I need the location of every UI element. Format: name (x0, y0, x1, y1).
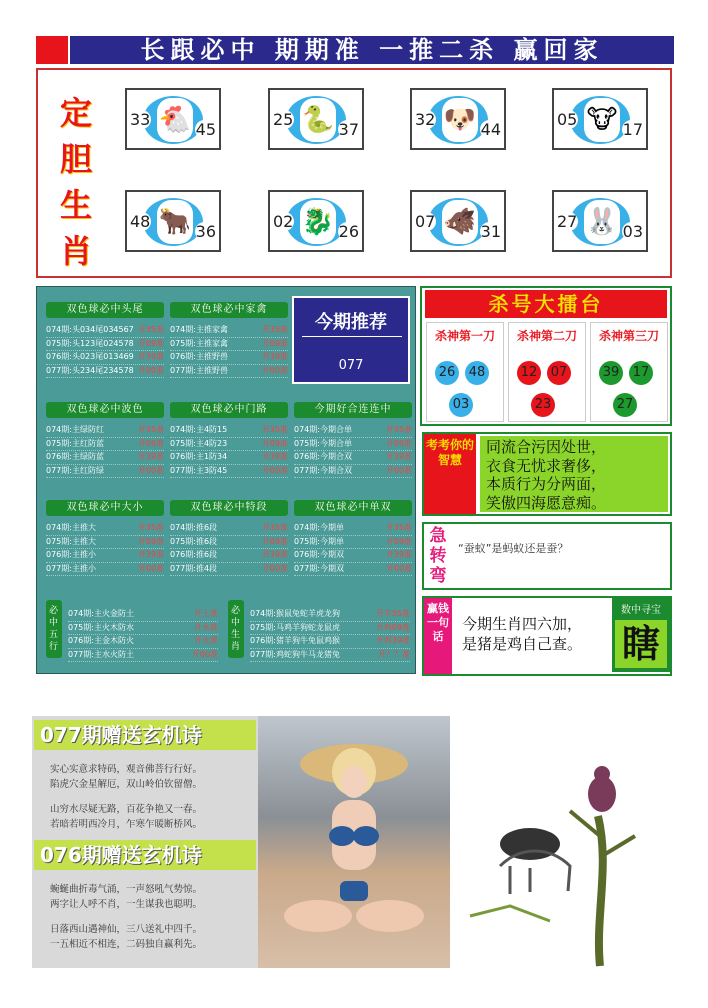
table-row (170, 365, 288, 379)
table-header: 今期好合连连中 (294, 402, 412, 418)
row-text: 075期:推6段 (170, 536, 218, 546)
table-row (170, 424, 288, 438)
table-row (68, 608, 218, 622)
row-result: 开39准 (261, 550, 288, 559)
rooster-icon: 🐔 (157, 98, 193, 142)
riddle-text: “蚕蚁”是蚂蚁还是蚕？ (458, 542, 569, 555)
person-photo-icon (258, 716, 450, 968)
riddle-label: 急转弯 (424, 524, 452, 588)
money-line: 今期生肖四六加， (462, 615, 583, 633)
treasure-box (612, 598, 670, 672)
row-text: 074期:今期单 (294, 523, 344, 532)
row-text: 077期:今期合双 (294, 465, 352, 475)
card-number: 37 (338, 120, 359, 139)
row-text: 075期:今期单 (294, 536, 344, 546)
table-row (170, 324, 288, 338)
poem-line: 实心实意求特码，观音佛菩行行好。 (50, 764, 203, 775)
table-row (68, 635, 218, 649)
zodiac-card (410, 190, 506, 252)
poem-line: 一五相近不相连，二码独自赢利先。 (50, 939, 203, 950)
row-text: 075期:主推家禽 (170, 338, 228, 348)
row-result: 开00准 (137, 465, 164, 475)
treasure-label: 数中寻宝 (621, 605, 661, 616)
table-row (250, 608, 410, 622)
prediction-table (46, 522, 164, 576)
row-text: 076期:主1防34 (170, 452, 228, 461)
table-row (294, 522, 412, 536)
row-text: 076期:今期合双 (294, 452, 352, 461)
snake-icon: 🐍 (300, 98, 336, 142)
dragon-icon: 🐉 (300, 200, 336, 244)
monkey-tree-painting-icon (450, 716, 672, 968)
wisdom-text (480, 436, 668, 512)
card-number: 02 (273, 212, 294, 231)
beach-photo (258, 716, 450, 968)
kill-column (590, 322, 668, 422)
table-row (250, 622, 410, 636)
table-header: 双色球必中大小 (46, 500, 164, 516)
row-result: 开羊35准 (375, 609, 410, 618)
card-number: 48 (130, 212, 151, 231)
number-ball: 17 (629, 361, 653, 385)
wuxing-block-label: 必中五行 (46, 600, 62, 658)
row-result: 开09准 (137, 536, 164, 546)
row-result: 开00准 (137, 563, 164, 573)
poem-line: 日落西山遇神仙，三八送礼中四千。 (50, 924, 203, 935)
zodiac-card (410, 88, 506, 150)
table-header: 双色球必中特段 (170, 500, 288, 516)
row-text: 077期:鸡蛇狗牛马龙猪兔 (250, 649, 340, 659)
poem-line: 若暗若明西冷月，乍寒乍暖断桥风。 (50, 819, 203, 830)
prediction-table (294, 522, 412, 576)
wuxing-block (68, 608, 218, 662)
table-row (170, 351, 288, 365)
row-result: 开00准 (137, 365, 164, 375)
table-row (46, 365, 164, 379)
table-row (46, 522, 164, 536)
recommend-divider (302, 336, 402, 337)
card-number: 05 (557, 110, 578, 129)
dog-icon: 🐶 (442, 98, 478, 142)
card-number: 33 (130, 110, 151, 129)
kill-column-title: 杀神第二刀 (516, 329, 577, 343)
money-line: 是猪是鸡自己查。 (462, 635, 583, 653)
table-row (170, 465, 288, 479)
cow-icon: 🐮 (584, 98, 620, 142)
row-text: 077期:推4段 (170, 563, 218, 573)
row-result: 开00准 (385, 465, 412, 475)
row-result: 开09准 (137, 338, 164, 348)
number-ball: 07 (547, 361, 571, 385)
table-row (46, 549, 164, 563)
table-row (294, 424, 412, 438)
row-text: 077期:主推野兽 (170, 365, 228, 375)
kill-column (426, 322, 504, 422)
recommend-title: 今期推荐 (315, 312, 387, 333)
zodiac-card (125, 88, 221, 150)
row-text: 074期:主4防15 (170, 425, 228, 434)
table-row (294, 438, 412, 452)
number-ball: 12 (517, 361, 541, 385)
table-row (170, 563, 288, 577)
row-result: 开00准 (261, 365, 288, 375)
number-ball: 23 (531, 393, 555, 417)
row-result: 开00准 (385, 563, 412, 573)
row-text: 077期:主红防绿 (46, 465, 104, 475)
money-text (462, 614, 582, 654)
row-result: 开39准 (137, 352, 164, 361)
zodiac-card (552, 88, 648, 150)
table-row (46, 324, 164, 338)
row-text: 076期:今期双 (294, 550, 344, 559)
row-text: 076期:头023尾013469 (46, 352, 134, 361)
table-row (46, 536, 164, 550)
table-header: 双色球必中门路 (170, 402, 288, 418)
rabbit-icon: 🐰 (584, 200, 620, 244)
row-text: 076期:主金木防火 (68, 636, 134, 645)
table-row (68, 622, 218, 636)
table-header: 双色球必中波色 (46, 402, 164, 418)
riddle-box (422, 522, 672, 590)
row-result: 开39准 (137, 452, 164, 461)
ink-painting (450, 716, 672, 968)
row-result: 开35准 (261, 523, 288, 532)
kill-title: 杀号大擂台 (425, 290, 667, 318)
row-result: 开39准 (261, 452, 288, 461)
row-result: 开39准 (385, 452, 412, 461)
table-row (170, 438, 288, 452)
shengxiao-block-label: 必中生肖 (228, 600, 244, 658)
pig-icon: 🐗 (442, 200, 478, 244)
poem-line: 蜿蜒曲折毒气涌，一声怒吼气势惊。 (50, 884, 203, 895)
row-result: 开09准 (261, 338, 288, 348)
row-text: 075期:主4防23 (170, 438, 228, 448)
wisdom-line: 笑傲四海愿意痴。 (486, 493, 607, 512)
row-text: 076期:主绿防蓝 (46, 452, 104, 461)
row-text: 074期:猴鼠兔蛇羊虎龙狗 (250, 609, 340, 618)
row-text: 074期:主火金防土 (68, 609, 134, 618)
card-number: 03 (622, 222, 643, 241)
row-result: 开35准 (261, 425, 288, 434)
treasure-char: 瞎 (615, 620, 667, 668)
banner-red-block (36, 36, 68, 64)
card-number: 32 (415, 110, 436, 129)
table-row (170, 338, 288, 352)
poem-line: 陷虎穴金星解厄，双山岭伯钦留僧。 (50, 779, 203, 790)
page-banner: 长跟必中 期期准 一推二杀 赢回家 (70, 36, 674, 64)
row-result: 开35准 (137, 425, 164, 434)
row-text: 076期:主推野兽 (170, 352, 228, 361)
table-row (170, 549, 288, 563)
row-text: 077期:主3防45 (170, 465, 228, 475)
wisdom-line: 同流合污因处世， (486, 438, 607, 456)
poem-line: 两字让人呼不肖，一生谋我也聪明。 (50, 899, 203, 910)
card-number: 27 (557, 212, 578, 231)
poem-line: 山穷水尽疑无路，百花争艳又一春。 (50, 804, 203, 815)
zodiac-card (268, 88, 364, 150)
row-text: 075期:头123尾024578 (46, 338, 134, 348)
shengxiao-block (250, 608, 410, 662)
prediction-table (46, 324, 164, 378)
row-result: 开35准 (261, 325, 288, 334)
kill-column-title: 杀神第一刀 (434, 329, 495, 343)
card-number: 17 (622, 120, 643, 139)
table-row (294, 536, 412, 550)
row-text: 077期:主推小 (46, 563, 96, 573)
poem-title-077: 077期赠送玄机诗 (34, 720, 256, 750)
card-number: 44 (480, 120, 501, 139)
number-ball: 39 (599, 361, 623, 385)
row-result: 开00准 (261, 563, 288, 573)
number-ball: 48 (465, 361, 489, 385)
row-result: 开土准 (194, 609, 218, 618)
table-row (294, 465, 412, 479)
table-row (294, 549, 412, 563)
row-result: 开35准 (137, 523, 164, 532)
kill-column (508, 322, 586, 422)
zodiac-label: 定胆生肖 (59, 94, 92, 270)
row-result: 开39准 (137, 550, 164, 559)
wisdom-line: 本质行为分两面， (486, 475, 607, 493)
row-result: 开09准 (261, 438, 288, 448)
prediction-table (170, 522, 288, 576)
prediction-table (170, 324, 288, 378)
table-row (250, 649, 410, 663)
row-text: 074期:主绿防红 (46, 425, 104, 434)
number-ball: 26 (435, 361, 459, 385)
table-row (294, 563, 412, 577)
row-result: 开39准 (385, 550, 412, 559)
table-row (46, 424, 164, 438)
poem-title-076: 076期赠送玄机诗 (34, 840, 256, 870)
row-text: 074期:主推家禽 (170, 325, 228, 334)
prediction-table (170, 424, 288, 478)
wisdom-line: 衣食无忧求奢侈， (486, 456, 607, 475)
table-header: 双色球必中家禽 (170, 302, 288, 318)
poem-077 (50, 762, 202, 832)
table-header: 双色球必中单双 (294, 500, 412, 516)
poem-076 (50, 882, 202, 952)
row-result: 开火准 (194, 636, 218, 645)
kill-column-title: 杀神第三刀 (598, 329, 659, 343)
row-text: 076期:推6段 (170, 550, 218, 559)
card-number: 26 (338, 222, 359, 241)
row-result: 开？？准 (378, 649, 410, 659)
row-result: 开35准 (385, 523, 412, 532)
prediction-table (294, 424, 412, 478)
row-text: 075期:马鸡羊狗蛇龙鼠虎 (250, 622, 340, 632)
card-number: 36 (195, 222, 216, 241)
zodiac-card (125, 190, 221, 252)
table-row (46, 465, 164, 479)
row-text: 077期:主水火防土 (68, 649, 134, 659)
prediction-table (46, 424, 164, 478)
table-header: 双色球必中头尾 (46, 302, 164, 318)
row-text: 075期:主火木防水 (68, 622, 134, 632)
recommend-box (292, 296, 410, 384)
row-text: 076期:猪羊狗牛兔鼠鸡猴 (250, 636, 340, 645)
zodiac-card (552, 190, 648, 252)
row-text: 076期:主推小 (46, 550, 96, 559)
table-row (46, 438, 164, 452)
table-row (170, 522, 288, 536)
number-ball: 27 (613, 393, 637, 417)
card-number: 31 (480, 222, 501, 241)
card-number: 25 (273, 110, 294, 129)
row-result: 开39准 (261, 352, 288, 361)
row-result: 开鸡09准 (375, 622, 410, 632)
table-row (250, 635, 410, 649)
zodiac-card (268, 190, 364, 252)
row-result: 开水准 (194, 622, 218, 632)
row-result: 开09准 (137, 438, 164, 448)
money-label: 赢钱一句话 (424, 598, 452, 674)
ox-icon: 🐂 (157, 200, 193, 244)
row-text: 074期:头034尾034567 (46, 325, 134, 334)
row-result: 开35准 (137, 325, 164, 334)
row-text: 075期:主红防蓝 (46, 438, 104, 448)
number-ball: 03 (449, 393, 473, 417)
table-row (46, 451, 164, 465)
table-row (294, 451, 412, 465)
row-result: 开鸡39准 (375, 636, 410, 645)
table-row (170, 451, 288, 465)
row-result: 开09准 (385, 536, 412, 546)
row-result: 开09准 (261, 536, 288, 546)
table-row (46, 563, 164, 577)
table-row (46, 338, 164, 352)
row-text: 075期:主推大 (46, 536, 96, 546)
row-text: 074期:主推大 (46, 523, 96, 532)
row-text: 077期:今期双 (294, 563, 344, 573)
table-row (170, 536, 288, 550)
row-result: 开00准 (261, 465, 288, 475)
row-result: 开09准 (385, 438, 412, 448)
row-result: 开00准 (191, 649, 218, 659)
row-text: 077期:头234尾234578 (46, 365, 134, 375)
row-result: 开35准 (385, 425, 412, 434)
card-number: 07 (415, 212, 436, 231)
row-text: 075期:今期合单 (294, 438, 352, 448)
table-row (68, 649, 218, 663)
card-number: 45 (195, 120, 216, 139)
row-text: 074期:今期合单 (294, 425, 352, 434)
table-row (46, 351, 164, 365)
wisdom-label: 考考你的智慧 (424, 434, 476, 514)
recommend-issue: 077 (338, 358, 364, 373)
row-text: 074期:推6段 (170, 523, 218, 532)
